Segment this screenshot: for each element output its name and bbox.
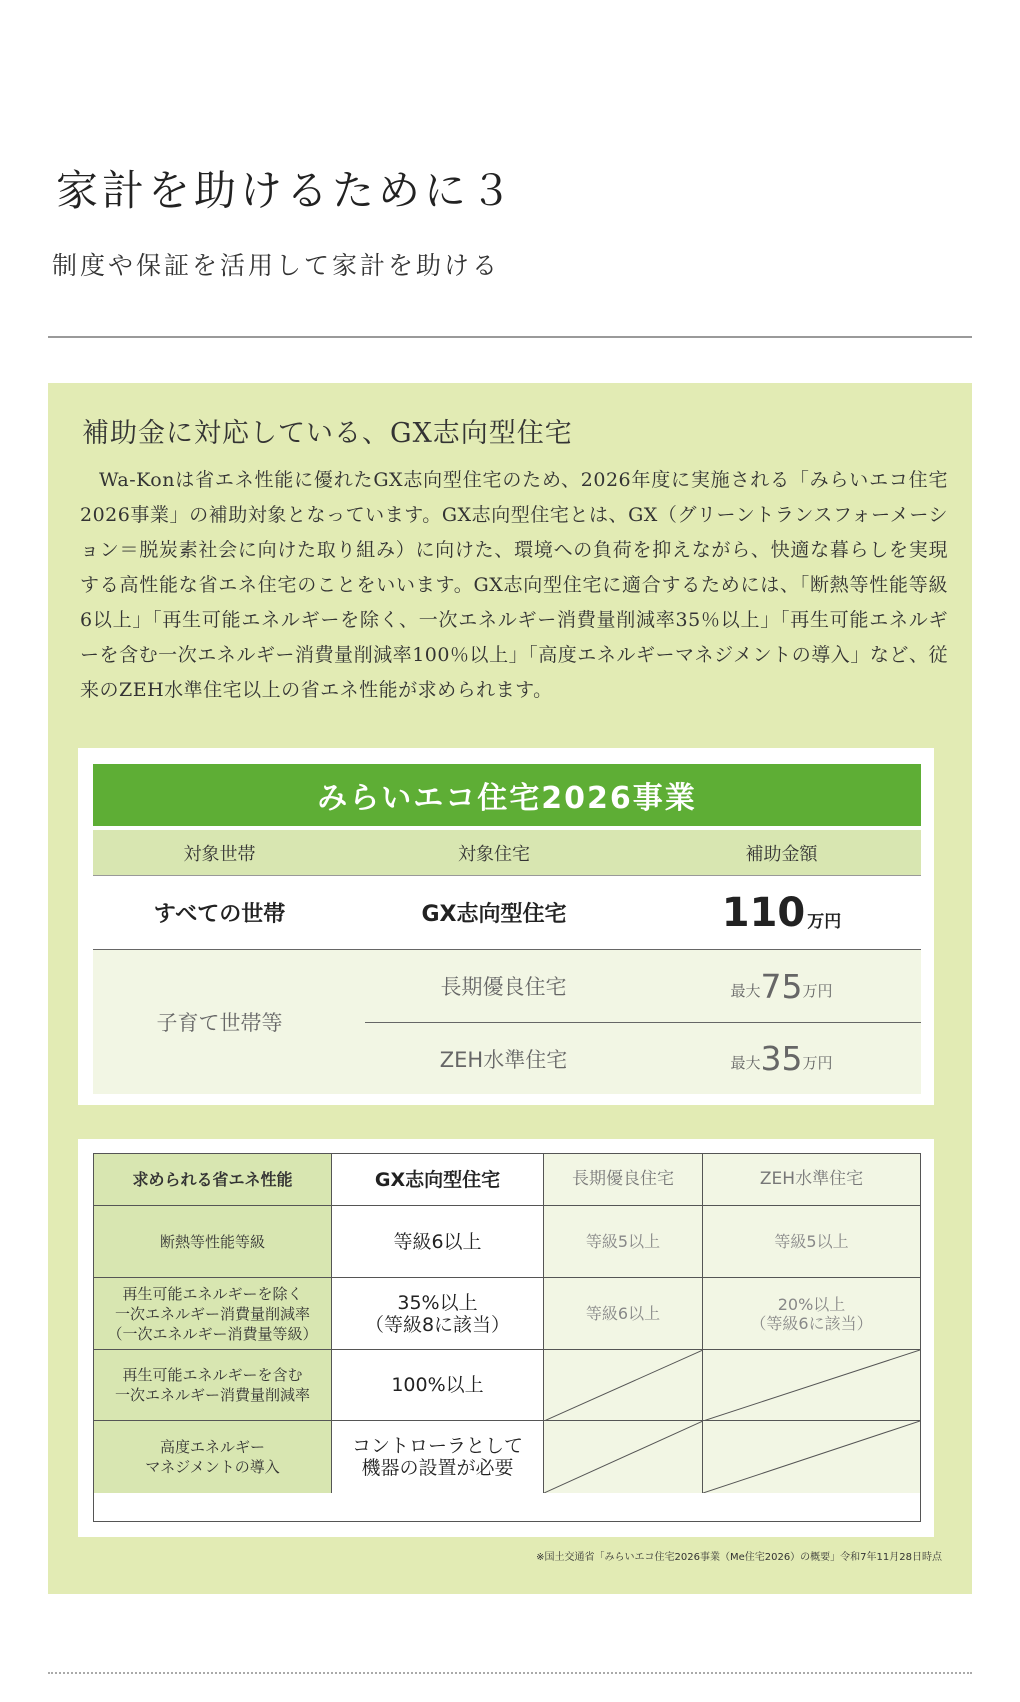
bottom-divider [48,1672,972,1674]
cell-long-insulation: 等級5以上 [544,1206,703,1278]
house-long: 長期優良住宅 [440,975,567,999]
diagonal-slash [703,1350,920,1421]
cell-gx-insulation: 等級6以上 [332,1206,544,1278]
header-long: 長期優良住宅 [544,1154,703,1206]
cell-gx-energy-excl: 35%以上 （等級8に該当） [332,1278,544,1350]
amount-gx [642,876,921,949]
cell-gx-hems: コントローラとして 機器の設置が必要 [332,1421,544,1493]
cell-gx-energy-incl: 100%以上 [332,1350,544,1421]
header-household: 対象世帯 [183,843,256,865]
amount-unit: 万円 [802,981,833,1000]
amount-prefix: 最大 [730,1054,761,1072]
divider [48,336,972,338]
cell-long-hems-na [544,1421,703,1493]
amount-unit: 万円 [807,912,842,932]
cell-long-energy-excl: 等級6以上 [544,1278,703,1350]
household-all: すべての世帯 [153,902,286,927]
row-label-energy-incl: 再生可能エネルギーを含む 一次エネルギー消費量削減率 [94,1350,332,1421]
amount-value: 75 [760,966,803,1006]
diagonal-slash [544,1421,703,1493]
page-subtitle: 制度や保証を活用して家計を助ける [52,251,501,280]
table-row [365,950,921,1023]
house-gx: GX志向型住宅 [421,902,567,927]
child-household-group [93,950,921,1094]
subsidy-panel [48,383,972,1594]
amount-value: 35 [760,1039,803,1078]
cell-zeh-insulation: 等級5以上 [703,1206,920,1278]
table-row [93,876,921,950]
cell-zeh-hems-na [703,1421,920,1493]
amount-value: 110 [721,889,806,936]
amount-zeh [642,1023,921,1094]
page-title: 家計を助けるために３ [56,166,517,215]
performance-grid [93,1153,921,1522]
diagonal-slash [703,1421,920,1493]
header-amount: 補助金額 [745,843,818,865]
amount-long [642,950,921,1022]
source-footnote: ※国土交通省「みらいエコ住宅2026事業（Me住宅2026）の概要」令和7年11月28日時点 [536,1552,942,1563]
subsidy-table [78,748,934,1105]
row-label-energy-excl: 再生可能エネルギーを除く 一次エネルギー消費量削減率 （一次エネルギー消費量等級） [94,1278,332,1350]
house-zeh: ZEH水準住宅 [439,1047,568,1072]
table-row [365,1023,921,1094]
header-requirement: 求められる省エネ性能 [94,1154,332,1206]
row-label-hems: 高度エネルギー マネジメントの導入 [94,1421,332,1493]
header-zeh: ZEH水準住宅 [703,1154,920,1206]
header-gx: GX志向型住宅 [332,1154,544,1206]
row-label-insulation: 断熱等性能等級 [94,1206,332,1278]
subsidy-table-title: みらいエコ住宅2026事業 [93,764,921,826]
header-house: 対象住宅 [458,843,530,865]
section-body: Wa-Konは省エネ性能に優れたGX志向型住宅のため、2026年度に実施される「みらいエコ住宅2026事業」の補助対象となっています。GX志向型住宅とは、GX（グリーントランスフォーメーション＝脱炭素社会に向けた取り組み）に向けた、環境への負荷を抑えながら、快適な暮らしを実現する高性能な省エネ住宅のことをいいます。GX志向型住宅に適合するためには、「断熱等性能等級6以上」「再生可能エネルギーを除く、一次エネルギー消費量削減率35％以上」「再生可能エネルギーを含む一次エネルギー消費量削減率100％以上」「高度エネルギーマネジメントの導入」など、従来のZEH水準住宅以上の省エネ性能が求められます。 [80,469,948,701]
household-child: 子育て世帯等 [156,1011,283,1035]
cell-long-energy-incl-na [544,1350,703,1421]
amount-prefix: 最大 [730,981,761,1000]
performance-table [78,1139,934,1537]
cell-zeh-energy-incl-na [703,1350,920,1421]
subsidy-table-header [93,830,921,876]
cell-zeh-energy-excl: 20%以上 （等級6に該当） [703,1278,920,1350]
amount-unit: 万円 [802,1054,833,1072]
section-heading: 補助金に対応している、GX志向型住宅 [82,418,573,449]
diagonal-slash [544,1350,703,1421]
